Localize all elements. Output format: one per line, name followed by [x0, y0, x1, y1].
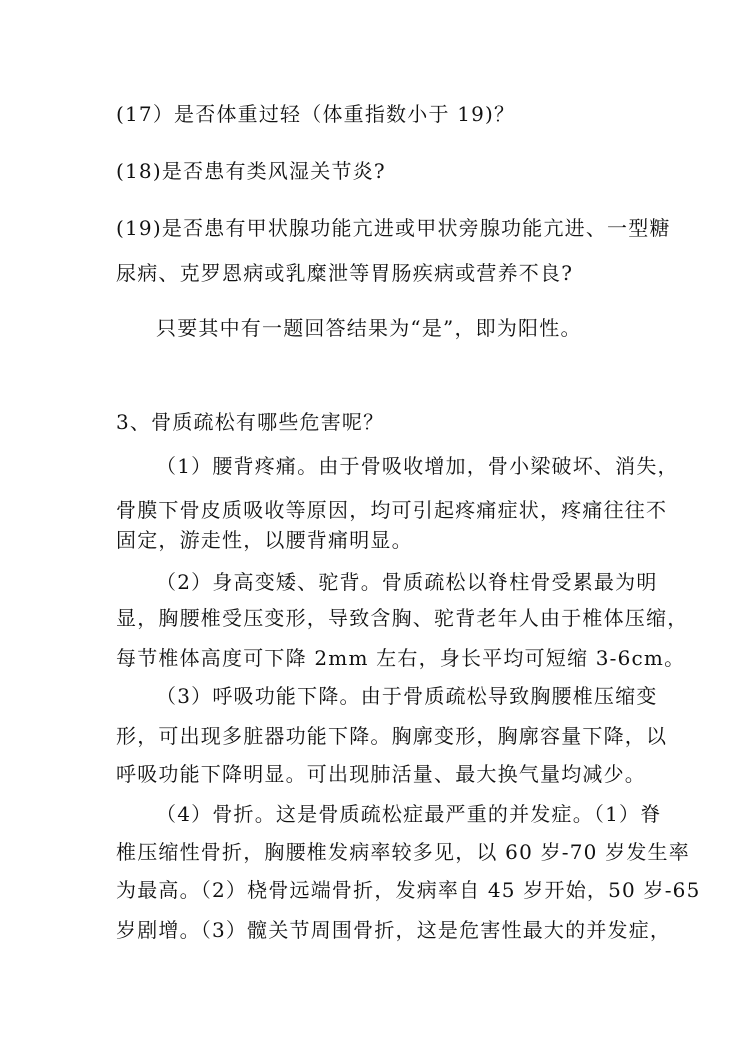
paragraph-3-line: （3）呼吸功能下降。由于骨质疏松导致胸腰椎压缩变 — [156, 684, 658, 708]
paragraph-3-line: 呼吸功能下降明显。可出现肺活量、最大换气量均减少。 — [116, 762, 646, 786]
conclusion-text: 只要其中有一题回答结果为“是”，即为阳性。 — [156, 316, 582, 340]
question-19-line-1: (19)是否患有甲状腺功能亢进或甲状旁腺功能亢进、一型糖 — [116, 216, 671, 240]
question-18: (18)是否患有类风湿关节炎? — [116, 159, 386, 183]
paragraph-4-line: 为最高。（2）桡骨远端骨折，发病率自 45 岁开始，50 岁-65 — [116, 878, 701, 902]
paragraph-2-line: 每节椎体高度可下降 2mm 左右，身长平均可短缩 3-6cm。 — [116, 646, 686, 670]
question-19-line-2: 尿病、克罗恩病或乳糜泄等胃肠疾病或营养不良? — [116, 261, 574, 285]
paragraph-1-line: 骨膜下骨皮质吸收等原因，均可引起疼痛症状，疼痛往往不 — [116, 498, 668, 522]
paragraph-4-line: 椎压缩性骨折，胸腰椎发病率较多见，以 60 岁-70 岁发生率 — [116, 840, 690, 864]
paragraph-4-line: 岁剧增。（3）髋关节周围骨折，这是危害性最大的并发症， — [116, 918, 672, 942]
paragraph-1-line: （1）腰背疼痛。由于骨吸收增加，骨小梁破坏、消失， — [156, 454, 679, 478]
paragraph-4-line: （4）骨折。这是骨质疏松症最严重的并发症。（1）脊 — [156, 802, 662, 826]
paragraph-2-line: （2）身高变矮、驼背。骨质疏松以脊柱骨受累最为明 — [156, 570, 658, 594]
section-3-heading: 3、骨质疏松有哪些危害呢？ — [116, 410, 385, 434]
question-17: (17）是否体重过轻（体重指数小于 19)？ — [116, 102, 516, 126]
paragraph-1-line: 固定，游走性，以腰背痛明显。 — [116, 528, 413, 552]
paragraph-2-line: 显，胸腰椎受压变形，导致含胸、驼背老年人由于椎体压缩， — [116, 606, 689, 630]
paragraph-3-line: 形，可出现多脏器功能下降。胸廓变形，胸廓容量下降，以 — [116, 724, 668, 748]
